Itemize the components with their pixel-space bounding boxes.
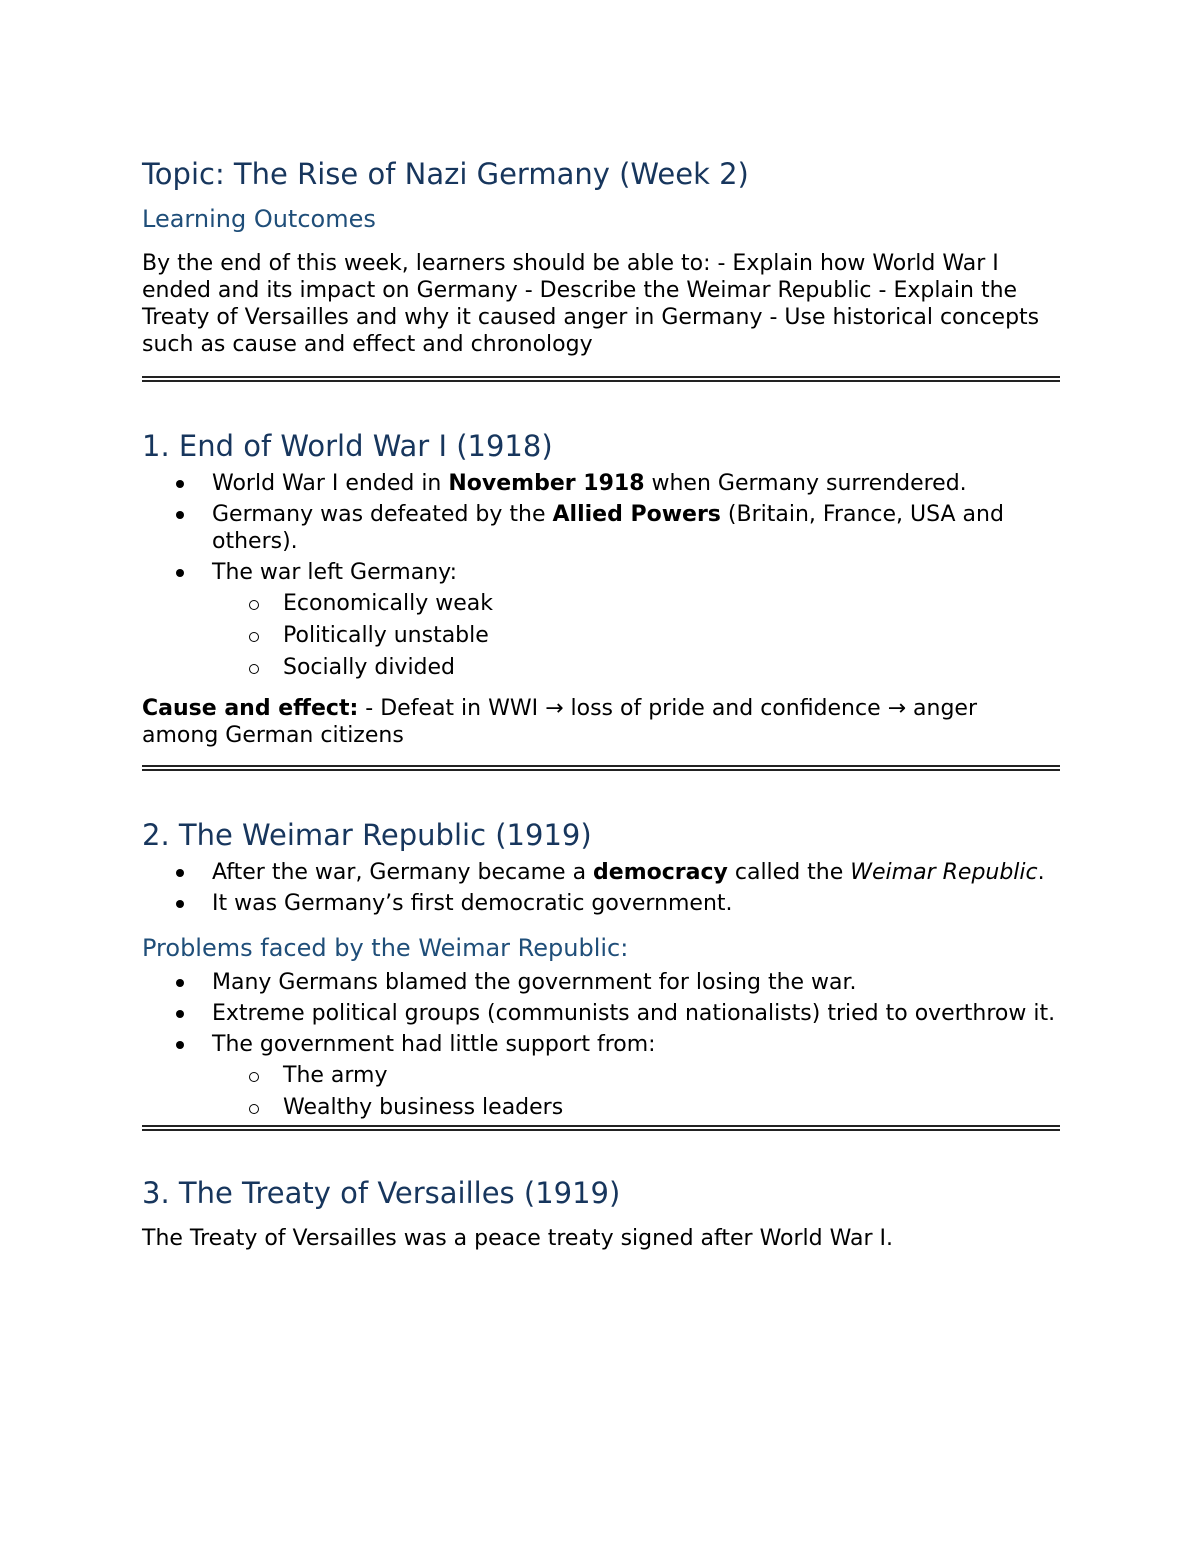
section2-heading: 2. The Weimar Republic (1919)	[142, 818, 592, 852]
bullet-icon	[176, 511, 184, 519]
document-page	[142, 150, 1060, 1252]
problems-heading: Problems faced by the Weimar Republic:	[142, 934, 629, 962]
page-title: Topic: The Rise of Nazi Germany (Week 2)	[142, 157, 749, 191]
section3-text: The Treaty of Versailles was a peace treaty signed after World War I.	[142, 1226, 893, 1251]
sub-list-item: Socially divided	[142, 654, 1060, 681]
sub-list-item: The army	[142, 1062, 1060, 1089]
list-item: World War I ended in November 1918 when Germany surrendered.	[142, 470, 1060, 497]
learning-outcomes-heading: Learning Outcomes	[142, 205, 376, 233]
bullet-icon	[176, 1041, 184, 1049]
sub-list-item: Politically unstable	[142, 622, 1060, 649]
bullet-icon	[176, 979, 184, 987]
circle-bullet-icon	[249, 600, 259, 610]
learning-outcomes-text: By the end of this week, learners should be able to: - Explain how World War I ended and its impact on Germany - Describe the Weimar Republic - Explain the Treaty of Versailles and why it caused anger in Germany - Use historical concepts such as cause and effect and chronology	[142, 251, 1040, 357]
bullet-icon	[176, 480, 184, 488]
circle-bullet-icon	[249, 632, 259, 642]
sub-list	[212, 1062, 1060, 1121]
bullet-icon	[176, 869, 184, 877]
section-divider	[142, 765, 1060, 771]
bullet-icon	[176, 900, 184, 908]
section1-heading: 1. End of World War I (1918)	[142, 429, 553, 463]
list-item: The government had little support from: The army Wealthy business leaders	[142, 1031, 1060, 1121]
section3-heading: 3. The Treaty of Versailles (1919)	[142, 1176, 621, 1210]
sub-list	[212, 590, 1060, 681]
section1-list	[142, 470, 1060, 681]
list-item: After the war, Germany became a democracy called the Weimar Republic.	[142, 859, 1060, 886]
circle-bullet-icon	[249, 664, 259, 674]
cause-effect-text: Cause and effect: - Defeat in WWI → loss of pride and confidence → anger among German citizens	[142, 696, 978, 748]
problems-list	[142, 969, 1060, 1121]
bullet-icon	[176, 569, 184, 577]
section-divider	[142, 1125, 1060, 1131]
sub-list-item: Economically weak	[142, 590, 1060, 617]
list-item: The war left Germany: Economically weak Politically unstable Socially divided	[142, 559, 1060, 681]
list-item: Extreme political groups (communists and nationalists) tried to overthrow it.	[142, 1000, 1060, 1027]
section2-list	[142, 859, 1060, 917]
bullet-icon	[176, 1010, 184, 1018]
list-item: Germany was defeated by the Allied Powers (Britain, France, USA and others).	[142, 501, 1060, 555]
sub-list-item: Wealthy business leaders	[142, 1094, 1060, 1121]
circle-bullet-icon	[249, 1072, 259, 1082]
circle-bullet-icon	[249, 1104, 259, 1114]
list-item: Many Germans blamed the government for losing the war.	[142, 969, 1060, 996]
list-item: It was Germany’s first democratic government.	[142, 890, 1060, 917]
section-divider	[142, 376, 1060, 382]
